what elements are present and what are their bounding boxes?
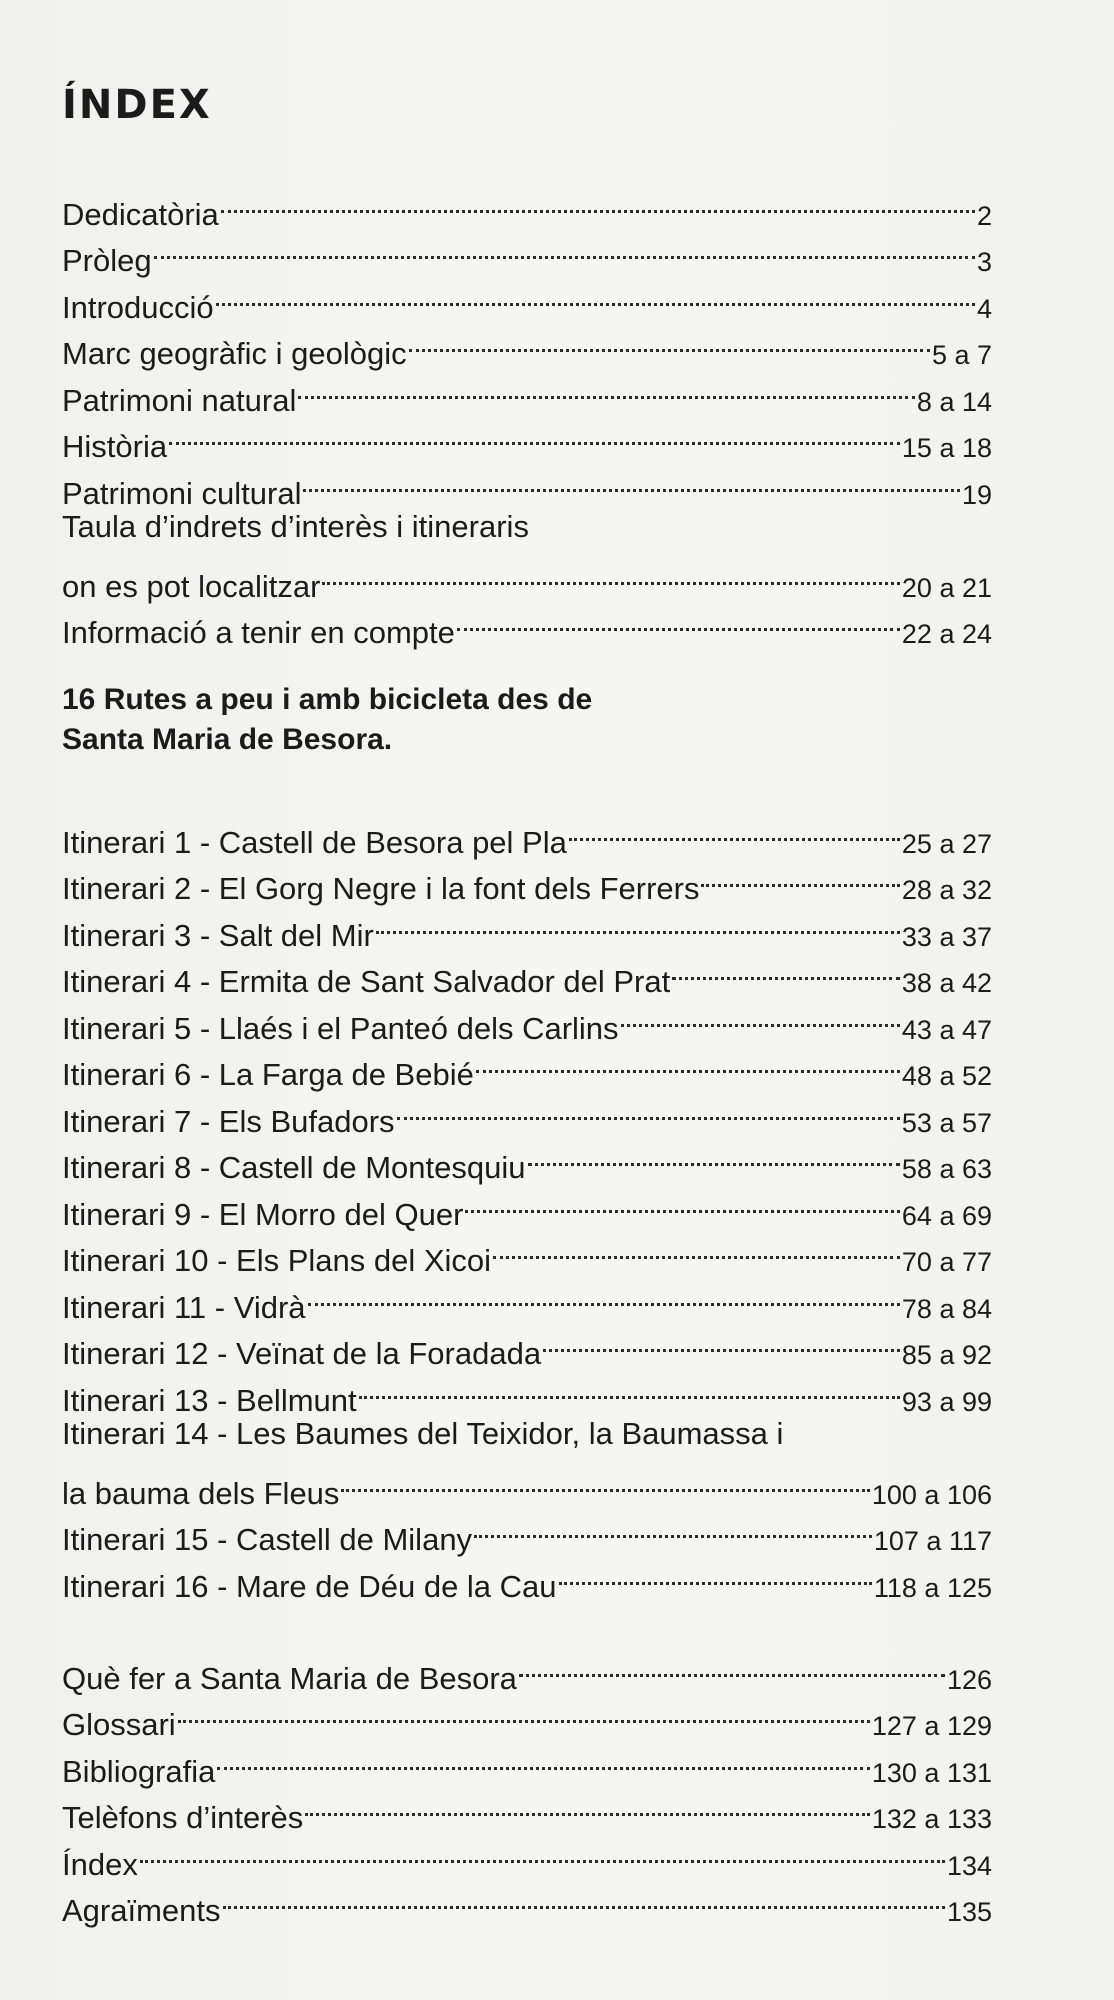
dot-leader: [322, 550, 899, 597]
itineraries-list: [62, 806, 992, 1604]
dot-leader: [543, 1318, 900, 1365]
dot-leader: [223, 1875, 945, 1922]
dot-leader: [672, 946, 900, 993]
entry-pages: 64 a 69: [901, 1200, 992, 1231]
entry-pages: 8 a 14: [916, 386, 992, 417]
dot-leader: [359, 1364, 900, 1411]
entry-title: Itinerari 4 - Ermita de Sant Salvador del Prat: [62, 964, 671, 999]
entry-title: Dedicatòria: [62, 196, 219, 232]
entry-title: Patrimoni cultural: [62, 475, 302, 511]
front-matter-list: [62, 178, 992, 650]
routes-heading-line: 16 Rutes a peu i amb bicicleta des de: [62, 683, 593, 716]
toc-entry: [62, 1642, 992, 1696]
entry-title-line: Itinerari 14 - Les Baumes del Teixidor, la Baumassa i: [62, 1415, 784, 1451]
entry-pages: 127 a 129: [871, 1711, 992, 1741]
dot-leader: [621, 992, 900, 1039]
entry-pages: 134: [946, 1850, 992, 1881]
entry-title: Què fer a Santa Maria de Besora: [62, 1660, 517, 1696]
entry-title: Itinerari 11 - Vidrà: [62, 1289, 306, 1325]
entry-pages: 126: [946, 1664, 992, 1695]
entry-title: Introducció: [62, 289, 214, 325]
toc-entry: [62, 178, 992, 232]
routes-heading: [62, 680, 592, 760]
entry-title: Itinerari 5 - Llaés i el Panteó dels Carlins: [62, 1010, 619, 1046]
entry-pages: 4: [976, 293, 992, 324]
entry-pages: 118 a 125: [873, 1572, 992, 1603]
entry-title: Marc geogràfic i geològic: [62, 336, 407, 371]
entry-title: Itinerari 3 - Salt del Mir: [62, 917, 374, 953]
page-title: ÍNDEX: [62, 82, 212, 128]
entry-pages: 58 a 63: [901, 1154, 992, 1184]
entry-title: Itinerari 12 - Veïnat de la Foradada: [62, 1336, 542, 1371]
dot-leader: [217, 1735, 870, 1782]
entry-pages: 100 a 106: [871, 1479, 992, 1510]
toc-entry: [62, 1689, 992, 1742]
back-matter-list: [62, 1642, 992, 1928]
entry-title: Itinerari 6 - La Farga de Bebié: [62, 1057, 474, 1092]
dot-leader: [376, 899, 900, 946]
dot-leader: [457, 597, 900, 644]
entry-pages: 130 a 131: [871, 1757, 992, 1788]
dot-leader: [216, 271, 975, 318]
entry-pages: 22 a 24: [901, 619, 992, 649]
entry-pages: 33 a 37: [901, 921, 992, 952]
dot-leader: [519, 1642, 945, 1689]
entry-title: Itinerari 10 - Els Plans del Xicoi: [62, 1243, 492, 1278]
entry-title: Informació a tenir en compte: [62, 615, 455, 650]
dot-leader: [221, 178, 975, 225]
toc-entry: [62, 1457, 992, 1511]
entry-pages: 3: [976, 247, 992, 277]
entry-title: la bauma dels Fleus: [62, 1475, 340, 1511]
entry-pages: 20 a 21: [901, 572, 992, 603]
entry-pages: 28 a 32: [901, 875, 992, 905]
dot-leader: [569, 806, 900, 853]
toc-entry: [62, 271, 992, 325]
toc-entry: [62, 550, 992, 604]
entry-title: Patrimoni natural: [62, 382, 297, 418]
dot-leader: [528, 1132, 900, 1179]
entry-title: Itinerari 9 - El Morro del Quer: [62, 1196, 464, 1232]
entry-title: Telèfons d’interès: [62, 1800, 304, 1835]
dot-leader: [493, 1225, 900, 1272]
dot-leader: [474, 1504, 872, 1551]
dot-leader: [303, 457, 959, 504]
toc-entry: [62, 457, 992, 511]
entry-title: Itinerari 2 - El Gorg Negre i la font dels Ferrers: [62, 871, 700, 906]
entry-pages: 43 a 47: [901, 1014, 992, 1045]
dot-leader: [169, 411, 900, 458]
entry-title: Itinerari 13 - Bellmunt: [62, 1382, 357, 1418]
toc-entry: [62, 225, 992, 278]
dot-leader: [559, 1550, 872, 1597]
entry-title: Glossari: [62, 1707, 176, 1742]
entry-title: Història: [62, 429, 168, 464]
entry-pages: 25 a 27: [901, 828, 992, 859]
entry-pages: 15 a 18: [901, 433, 992, 463]
dot-leader: [397, 1085, 900, 1132]
entry-title: Pròleg: [62, 243, 152, 278]
dot-leader: [465, 1178, 899, 1225]
dot-leader: [154, 225, 975, 272]
dot-leader: [305, 1782, 870, 1829]
entry-title: Itinerari 8 - Castell de Montesquiu: [62, 1150, 526, 1185]
dot-leader: [476, 1039, 900, 1086]
toc-entry: [62, 1875, 992, 1928]
toc-entry: [62, 1828, 992, 1882]
entry-title: Agraïments: [62, 1893, 221, 1928]
toc-entry: [62, 806, 992, 860]
dot-leader: [308, 1271, 900, 1318]
toc-entry: [62, 411, 992, 464]
entry-title: Índex: [62, 1846, 138, 1882]
entry-title: Bibliografia: [62, 1753, 216, 1789]
entry-pages: 107 a 117: [873, 1526, 992, 1556]
entry-title: Itinerari 7 - Els Bufadors: [62, 1103, 395, 1139]
entry-pages: 132 a 133: [871, 1804, 992, 1834]
entry-title: Itinerari 15 - Castell de Milany: [62, 1522, 473, 1557]
entry-pages: 5 a 7: [931, 340, 992, 370]
dot-leader: [178, 1689, 870, 1736]
entry-title: Itinerari 1 - Castell de Besora pel Pla: [62, 824, 567, 860]
dot-leader: [341, 1457, 869, 1504]
dot-leader: [140, 1828, 945, 1875]
entry-pages: 19: [961, 479, 992, 510]
entry-title: Itinerari 16 - Mare de Déu de la Cau: [62, 1568, 557, 1604]
entry-pages: 78 a 84: [901, 1293, 992, 1324]
entry-pages: 48 a 52: [901, 1061, 992, 1091]
dot-leader: [298, 364, 915, 411]
entry-pages: 2: [976, 200, 992, 231]
entry-title: on es pot localitzar: [62, 568, 321, 604]
entry-pages: 53 a 57: [901, 1107, 992, 1138]
entry-pages: 38 a 42: [901, 968, 992, 998]
entry-pages: 85 a 92: [901, 1340, 992, 1370]
dot-leader: [701, 853, 899, 900]
dot-leader: [409, 318, 930, 365]
toc-entry: [62, 1735, 992, 1789]
entry-pages: 93 a 99: [901, 1386, 992, 1417]
entry-title-line: Taula d’indrets d’interès i itineraris: [62, 508, 529, 544]
entry-pages: 70 a 77: [901, 1247, 992, 1277]
routes-heading-line: Santa Maria de Besora.: [62, 723, 393, 756]
entry-pages: 135: [946, 1897, 992, 1927]
